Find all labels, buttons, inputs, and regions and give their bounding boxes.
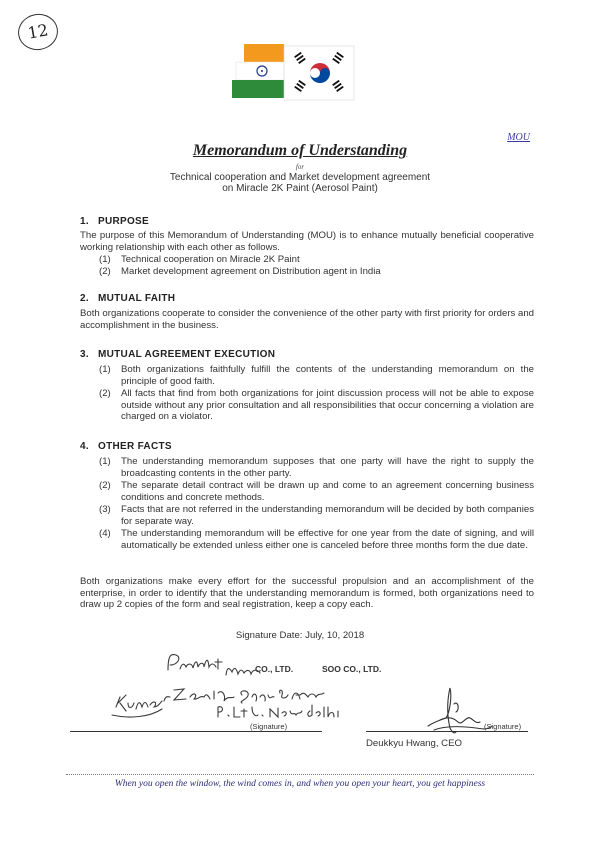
section-title: MUTUAL FAITH bbox=[98, 293, 176, 304]
list-item: (1) Technical cooperation on Miracle 2K Paint bbox=[99, 254, 300, 265]
party1-company: CO., LTD. bbox=[255, 664, 294, 674]
section-title: OTHER FACTS bbox=[98, 441, 172, 452]
list-item: (3) Facts that are not referred in the understanding memorandum will be decided by both companies for separate way. bbox=[99, 504, 534, 527]
list-item: (4) The understanding memorandum will be effective for one year from the date of signing, and will automatically be extended unless either one is canceled before three months form the due date. bbox=[99, 528, 534, 551]
india-flag bbox=[232, 44, 284, 98]
list-item: (1) The understanding memorandum supposes that one party will have the right to supply the broadcasting contents in the other party. bbox=[99, 456, 534, 479]
section-number: 3. bbox=[80, 349, 89, 360]
section-number: 1. bbox=[80, 216, 89, 227]
party2-signatory-name: Deukkyu Hwang, CEO bbox=[366, 738, 462, 749]
section-heading-purpose bbox=[80, 216, 149, 227]
footer-divider bbox=[66, 774, 534, 775]
mutual-faith-text: Both organizations cooperate to consider the convenience of the other party with first priority for orders and accomplishment in the business. bbox=[80, 308, 534, 331]
for-word: for bbox=[295, 163, 305, 171]
party1-signature-label: (Signature) bbox=[250, 722, 288, 731]
section-heading-mutual-agreement bbox=[80, 349, 275, 360]
party2-signature-label: (Signature) bbox=[484, 722, 522, 731]
footer-motto: When you open the window, the wind comes in, and when you open your heart, you get happiness bbox=[114, 779, 486, 789]
section-heading-other-facts bbox=[80, 441, 172, 452]
party2-company: SOO CO., LTD. bbox=[322, 664, 382, 674]
section-number: 2. bbox=[80, 293, 89, 304]
document-title: Memorandum of Understanding bbox=[192, 142, 408, 159]
section-title: MUTUAL AGREEMENT EXECUTION bbox=[98, 349, 276, 360]
subtitle-line-1: Technical cooperation and Market development agreement bbox=[169, 172, 431, 183]
signature-date: Signature Date: July, 10, 2018 bbox=[235, 630, 365, 641]
section-heading-mutual-faith bbox=[80, 293, 175, 304]
closing-paragraph: Both organizations make every effort for the successful propulsion and an accomplishment of the enterprise, in order to identify that the understanding memorandum is formed, both organizations need to draw up 2 copies of the form and seal registration, keep a copy each. bbox=[80, 576, 534, 610]
party2-handwritten-signature bbox=[420, 682, 500, 742]
purpose-intro: The purpose of this Memorandum of Understanding (MOU) is to enhance mutually beneficial cooperative working relationship with each other as follows. bbox=[80, 230, 534, 253]
subtitle-line-2: on Miracle 2K Paint (Aerosol Paint) bbox=[222, 183, 378, 194]
document-subtitle bbox=[0, 172, 600, 194]
list-item: (2) The separate detail contract will be drawn up and come to an agreement concerning business conditions and concrete methods. bbox=[99, 480, 534, 503]
section-title: PURPOSE bbox=[98, 216, 150, 227]
list-item: (2) Market development agreement on Distribution agent in India bbox=[99, 266, 381, 277]
page-number-mark: 12 bbox=[15, 11, 61, 53]
list-item: (1) Both organizations faithfully fulfill the contents of the understanding memorandum on the principle of good faith. bbox=[99, 364, 534, 387]
list-item: (2) All facts that find from both organizations for joint discussion process will not be able to expose outside without any prior consultation and all responsibilities that occur concerning a violation are charged on a violator. bbox=[99, 388, 534, 422]
party1-signature-line bbox=[70, 731, 322, 732]
section-number: 4. bbox=[80, 441, 89, 452]
party1-handwritten-signature bbox=[110, 645, 350, 725]
mou-tag: MOU bbox=[507, 132, 530, 143]
korea-flag bbox=[284, 46, 354, 100]
india-korea-flags-logo bbox=[230, 40, 370, 108]
